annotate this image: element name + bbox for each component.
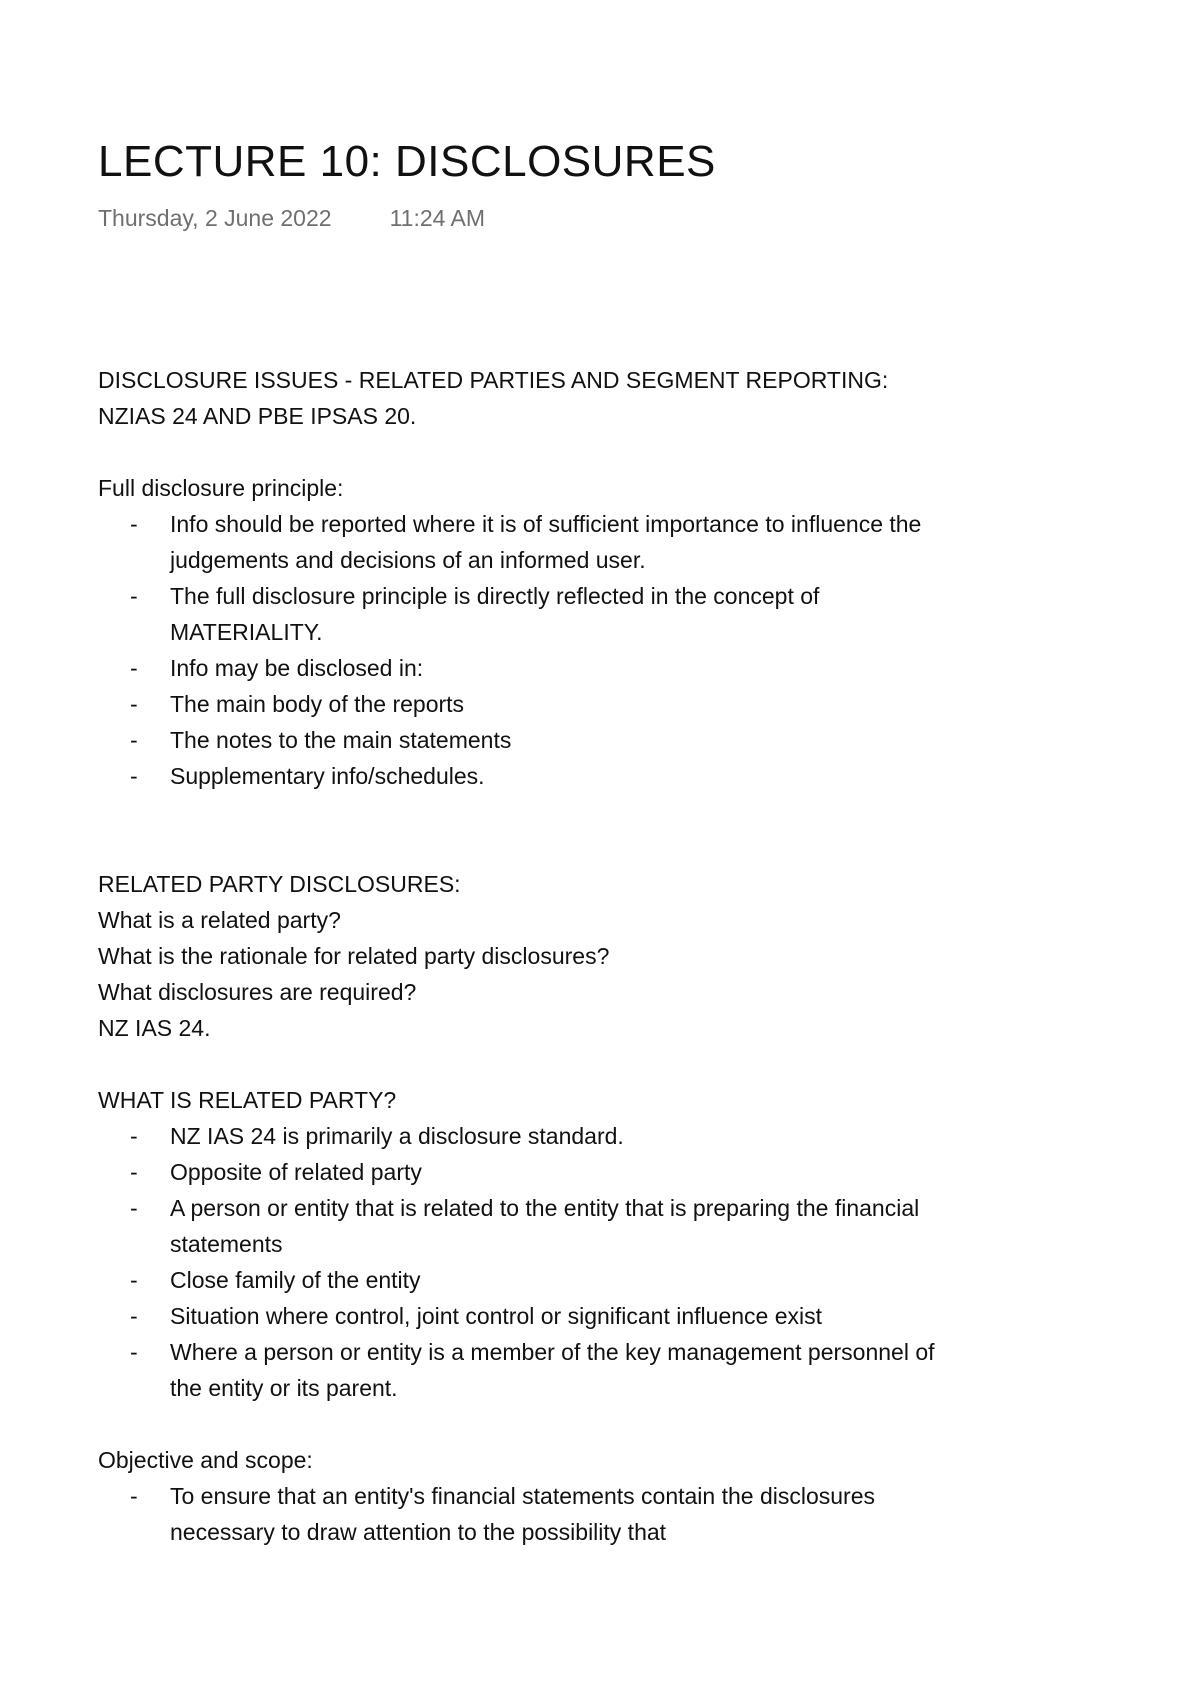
- list-item-text: The main body of the reports: [170, 691, 465, 717]
- list-item-text: The full disclosure principle is directly reflected in the concept of MATERIALITY.: [170, 583, 820, 645]
- list-item-text: Supplementary info/schedules.: [170, 763, 485, 789]
- bullet-marker: -: [130, 691, 138, 717]
- spacer: [98, 434, 958, 470]
- list-item-text: Situation where control, joint control or significant influence exist: [170, 1303, 823, 1329]
- section-heading: Objective and scope:: [98, 1447, 313, 1473]
- list-item: [98, 758, 958, 794]
- list-item-text: Close family of the entity: [170, 1267, 421, 1293]
- bullet-marker: -: [130, 511, 138, 537]
- bullet-marker: -: [130, 583, 138, 609]
- bullet-marker: -: [130, 1483, 138, 1509]
- bullet-marker: -: [130, 763, 138, 789]
- list-item-text: Opposite of related party: [170, 1159, 422, 1185]
- list-item: [98, 506, 958, 578]
- text-line: What is the rationale for related party disclosures?: [98, 943, 610, 969]
- note-date: Thursday, 2 June 2022: [98, 205, 332, 231]
- list-item: [98, 722, 958, 758]
- list-item-text: A person or entity that is related to the entity that is preparing the financial statements: [170, 1195, 920, 1257]
- list-item: [98, 650, 958, 686]
- section-heading: DISCLOSURE ISSUES - RELATED PARTIES AND SEGMENT REPORTING:: [98, 367, 889, 393]
- bullet-marker: -: [130, 655, 138, 681]
- list-item-text: To ensure that an entity's financial statements contain the disclosures necessary to draw attention to the possibility that: [170, 1483, 876, 1545]
- note-timestamp: [98, 203, 485, 233]
- text-line: What disclosures are required?: [98, 979, 417, 1005]
- bullet-marker: -: [130, 1159, 138, 1185]
- bullet-list: [98, 1118, 958, 1406]
- bullet-list: [98, 1478, 958, 1550]
- list-item: [98, 1118, 958, 1154]
- bullet-marker: -: [130, 1195, 138, 1221]
- list-item: [98, 686, 958, 722]
- list-item: [98, 1478, 958, 1550]
- spacer: [98, 830, 958, 866]
- text-line: NZ IAS 24.: [98, 1015, 211, 1041]
- bullet-list: [98, 506, 958, 794]
- section-heading: RELATED PARTY DISCLOSURES:: [98, 871, 461, 897]
- list-item: [98, 578, 958, 650]
- list-item: [98, 1334, 958, 1406]
- list-item: [98, 1262, 958, 1298]
- bullet-marker: -: [130, 1123, 138, 1149]
- list-item: [98, 1190, 958, 1262]
- section-heading: WHAT IS RELATED PARTY?: [98, 1087, 397, 1113]
- text-line: What is a related party?: [98, 907, 341, 933]
- section-heading: NZIAS 24 AND PBE IPSAS 20.: [98, 403, 417, 429]
- list-item: [98, 1298, 958, 1334]
- bullet-marker: -: [130, 1267, 138, 1293]
- page-title: LECTURE 10: DISCLOSURES: [98, 137, 716, 186]
- list-item-text: NZ IAS 24 is primarily a disclosure standard.: [170, 1123, 624, 1149]
- bullet-marker: -: [130, 727, 138, 753]
- spacer: [98, 1046, 958, 1082]
- list-item-text: Info should be reported where it is of sufficient importance to influence the judgements and decisions of an informed user.: [170, 511, 922, 573]
- section-heading: Full disclosure principle:: [98, 475, 344, 501]
- note-body: [98, 362, 958, 1550]
- list-item-text: The notes to the main statements: [170, 727, 512, 753]
- bullet-marker: -: [130, 1339, 138, 1365]
- spacer: [98, 794, 958, 830]
- note-time: 11:24 AM: [389, 205, 486, 231]
- bullet-marker: -: [130, 1303, 138, 1329]
- spacer: [98, 1406, 958, 1442]
- list-item-text: Info may be disclosed in:: [170, 655, 424, 681]
- list-item-text: Where a person or entity is a member of the key management personnel of the entity or its parent.: [170, 1339, 935, 1401]
- list-item: [98, 1154, 958, 1190]
